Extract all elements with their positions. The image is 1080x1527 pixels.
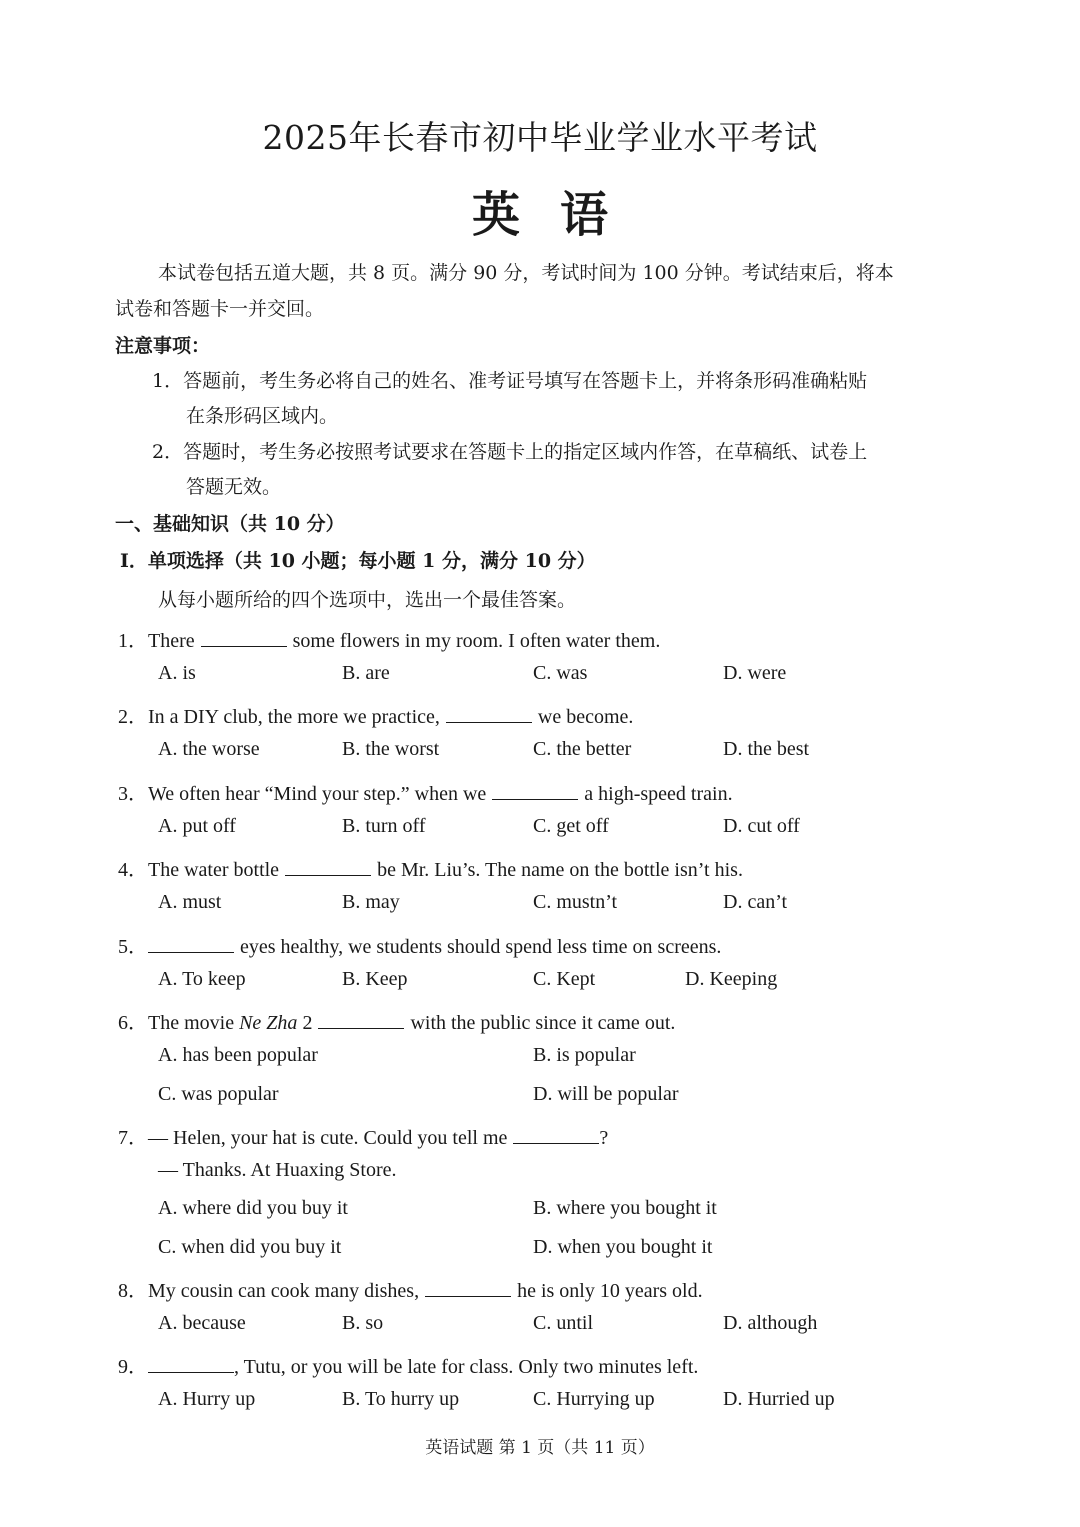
question-number: 1． <box>118 630 148 652</box>
question-text-post: ? <box>599 1127 609 1149</box>
option-a: A. put off <box>158 815 236 837</box>
intro-line-1: 本试卷包括五道大题，共 8 页。满分 90 分，考试时间为 100 分钟。考试结束后，将本 <box>158 262 894 284</box>
option-c: C. Hurrying up <box>533 1388 655 1410</box>
answer-blank <box>148 934 234 953</box>
option-c: C. get off <box>533 815 609 837</box>
notice-item-2-line-1: 2．答题时，考生务必按照考试要求在答题卡上的指定区域内作答，在草稿纸、试卷上 <box>152 441 868 463</box>
answer-blank <box>201 628 287 647</box>
question-number: 6． <box>118 1012 148 1034</box>
question-text-post: with the public since it came out. <box>410 1012 676 1034</box>
option-b: B. Keep <box>342 968 408 990</box>
option-a: A. is <box>158 662 196 684</box>
option-a: A. To keep <box>158 968 246 990</box>
option-b: B. turn off <box>342 815 426 837</box>
option-d: D. can’t <box>723 891 788 913</box>
section-heading: 一、基础知识（共 10 分） <box>115 513 345 535</box>
question-number: 3． <box>118 783 148 805</box>
question-text-pre: We often hear “Mind your step.” when we <box>148 783 487 805</box>
option-a: A. because <box>158 1312 246 1334</box>
question-number: 7． <box>118 1127 148 1149</box>
question-8 <box>118 1274 703 1303</box>
question-text-post: a high-speed train. <box>584 783 733 805</box>
question-2 <box>118 700 633 729</box>
option-b: B. To hurry up <box>342 1388 460 1410</box>
question-text-post: we become. <box>537 706 634 728</box>
option-b: B. may <box>342 891 400 913</box>
question-3 <box>118 777 733 806</box>
question-text-pre: My cousin can cook many dishes, <box>148 1280 420 1302</box>
option-a: A. has been popular <box>158 1044 318 1066</box>
question-6 <box>118 1006 675 1035</box>
answer-blank <box>425 1278 511 1297</box>
question-text-post: be Mr. Liu’s. The name on the bottle isn’t his. <box>377 859 743 881</box>
question-9 <box>118 1350 698 1379</box>
answer-blank <box>446 704 532 723</box>
option-b: B. so <box>342 1312 384 1334</box>
part-heading: Ⅰ．单项选择（共 10 小题；每小题 1 分，满分 10 分） <box>120 550 596 572</box>
subject-title: 英语 <box>471 187 648 243</box>
notice-item-2-line-2: 答题无效。 <box>186 476 282 498</box>
question-text-pre: In a DIY club, the more we practice, <box>148 706 440 728</box>
option-d: D. will be popular <box>533 1083 679 1105</box>
question-text-pre: — Helen, your hat is cute. Could you tell me <box>148 1127 508 1149</box>
option-a: A. where did you buy it <box>158 1197 348 1219</box>
option-c: C. mustn’t <box>533 891 618 913</box>
option-c: C. Kept <box>533 968 596 990</box>
option-d: D. Hurried up <box>723 1388 835 1410</box>
question-7 <box>118 1121 608 1150</box>
question-number: 2． <box>118 706 148 728</box>
question-5 <box>118 930 721 959</box>
question-number: 9． <box>118 1356 148 1378</box>
exam-title: 2025年长春市初中毕业学业水平考试 <box>262 118 818 157</box>
answer-blank <box>148 1354 234 1373</box>
notice-heading: 注意事项： <box>115 335 211 357</box>
notice-item-1-line-1: 1．答题前，考生务必将自己的姓名、准考证号填写在答题卡上，并将条形码准确粘贴 <box>152 370 868 392</box>
question-text-post: , Tutu, or you will be late for class. Only two minutes left. <box>234 1356 699 1378</box>
option-b: B. where you bought it <box>533 1197 717 1219</box>
option-d: D. cut off <box>723 815 800 837</box>
option-a: A. Hurry up <box>158 1388 256 1410</box>
option-a: A. must <box>158 891 222 913</box>
intro-line-2: 试卷和答题卡一并交回。 <box>115 298 325 320</box>
question-1 <box>118 624 660 653</box>
option-d: D. the best <box>723 738 810 760</box>
option-c: C. until <box>533 1312 594 1334</box>
answer-blank <box>285 857 371 876</box>
movie-title: Ne Zha <box>239 1012 298 1034</box>
option-a: A. the worse <box>158 738 260 760</box>
option-b: B. are <box>342 662 390 684</box>
page-footer: 英语试题 第 1 页（共 11 页） <box>425 1438 655 1458</box>
option-b: B. is popular <box>533 1044 636 1066</box>
option-c: C. was popular <box>158 1083 279 1105</box>
question-text-post: eyes healthy, we students should spend less time on screens. <box>240 936 722 958</box>
answer-blank <box>513 1125 599 1144</box>
notice-item-1-line-2: 在条形码区域内。 <box>186 405 339 427</box>
question-number: 8． <box>118 1280 148 1302</box>
option-d: D. when you bought it <box>533 1236 713 1258</box>
question-number: 4． <box>118 859 148 881</box>
question-text-pre: The movie <box>148 1012 235 1034</box>
option-c: C. was <box>533 662 588 684</box>
question-text-post: he is only 10 years old. <box>517 1280 703 1302</box>
option-c: C. the better <box>533 738 632 760</box>
question-text-pre-2: 2 <box>302 1012 313 1034</box>
question-4 <box>118 853 743 882</box>
option-b: B. the worst <box>342 738 440 760</box>
dialogue-reply: — Thanks. At Huaxing Store. <box>158 1159 397 1181</box>
answer-blank <box>492 781 578 800</box>
question-number: 5． <box>118 936 148 958</box>
option-c: C. when did you buy it <box>158 1236 342 1258</box>
question-text-pre: The water bottle <box>148 859 280 881</box>
option-d: D. were <box>723 662 787 684</box>
option-d: D. Keeping <box>685 968 778 990</box>
option-d: D. although <box>723 1312 818 1334</box>
question-text-post: some flowers in my room. I often water them. <box>292 630 661 652</box>
part-instruction: 从每小题所给的四个选项中，选出一个最佳答案。 <box>158 589 577 611</box>
question-text-pre: There <box>148 630 195 652</box>
answer-blank <box>318 1010 404 1029</box>
